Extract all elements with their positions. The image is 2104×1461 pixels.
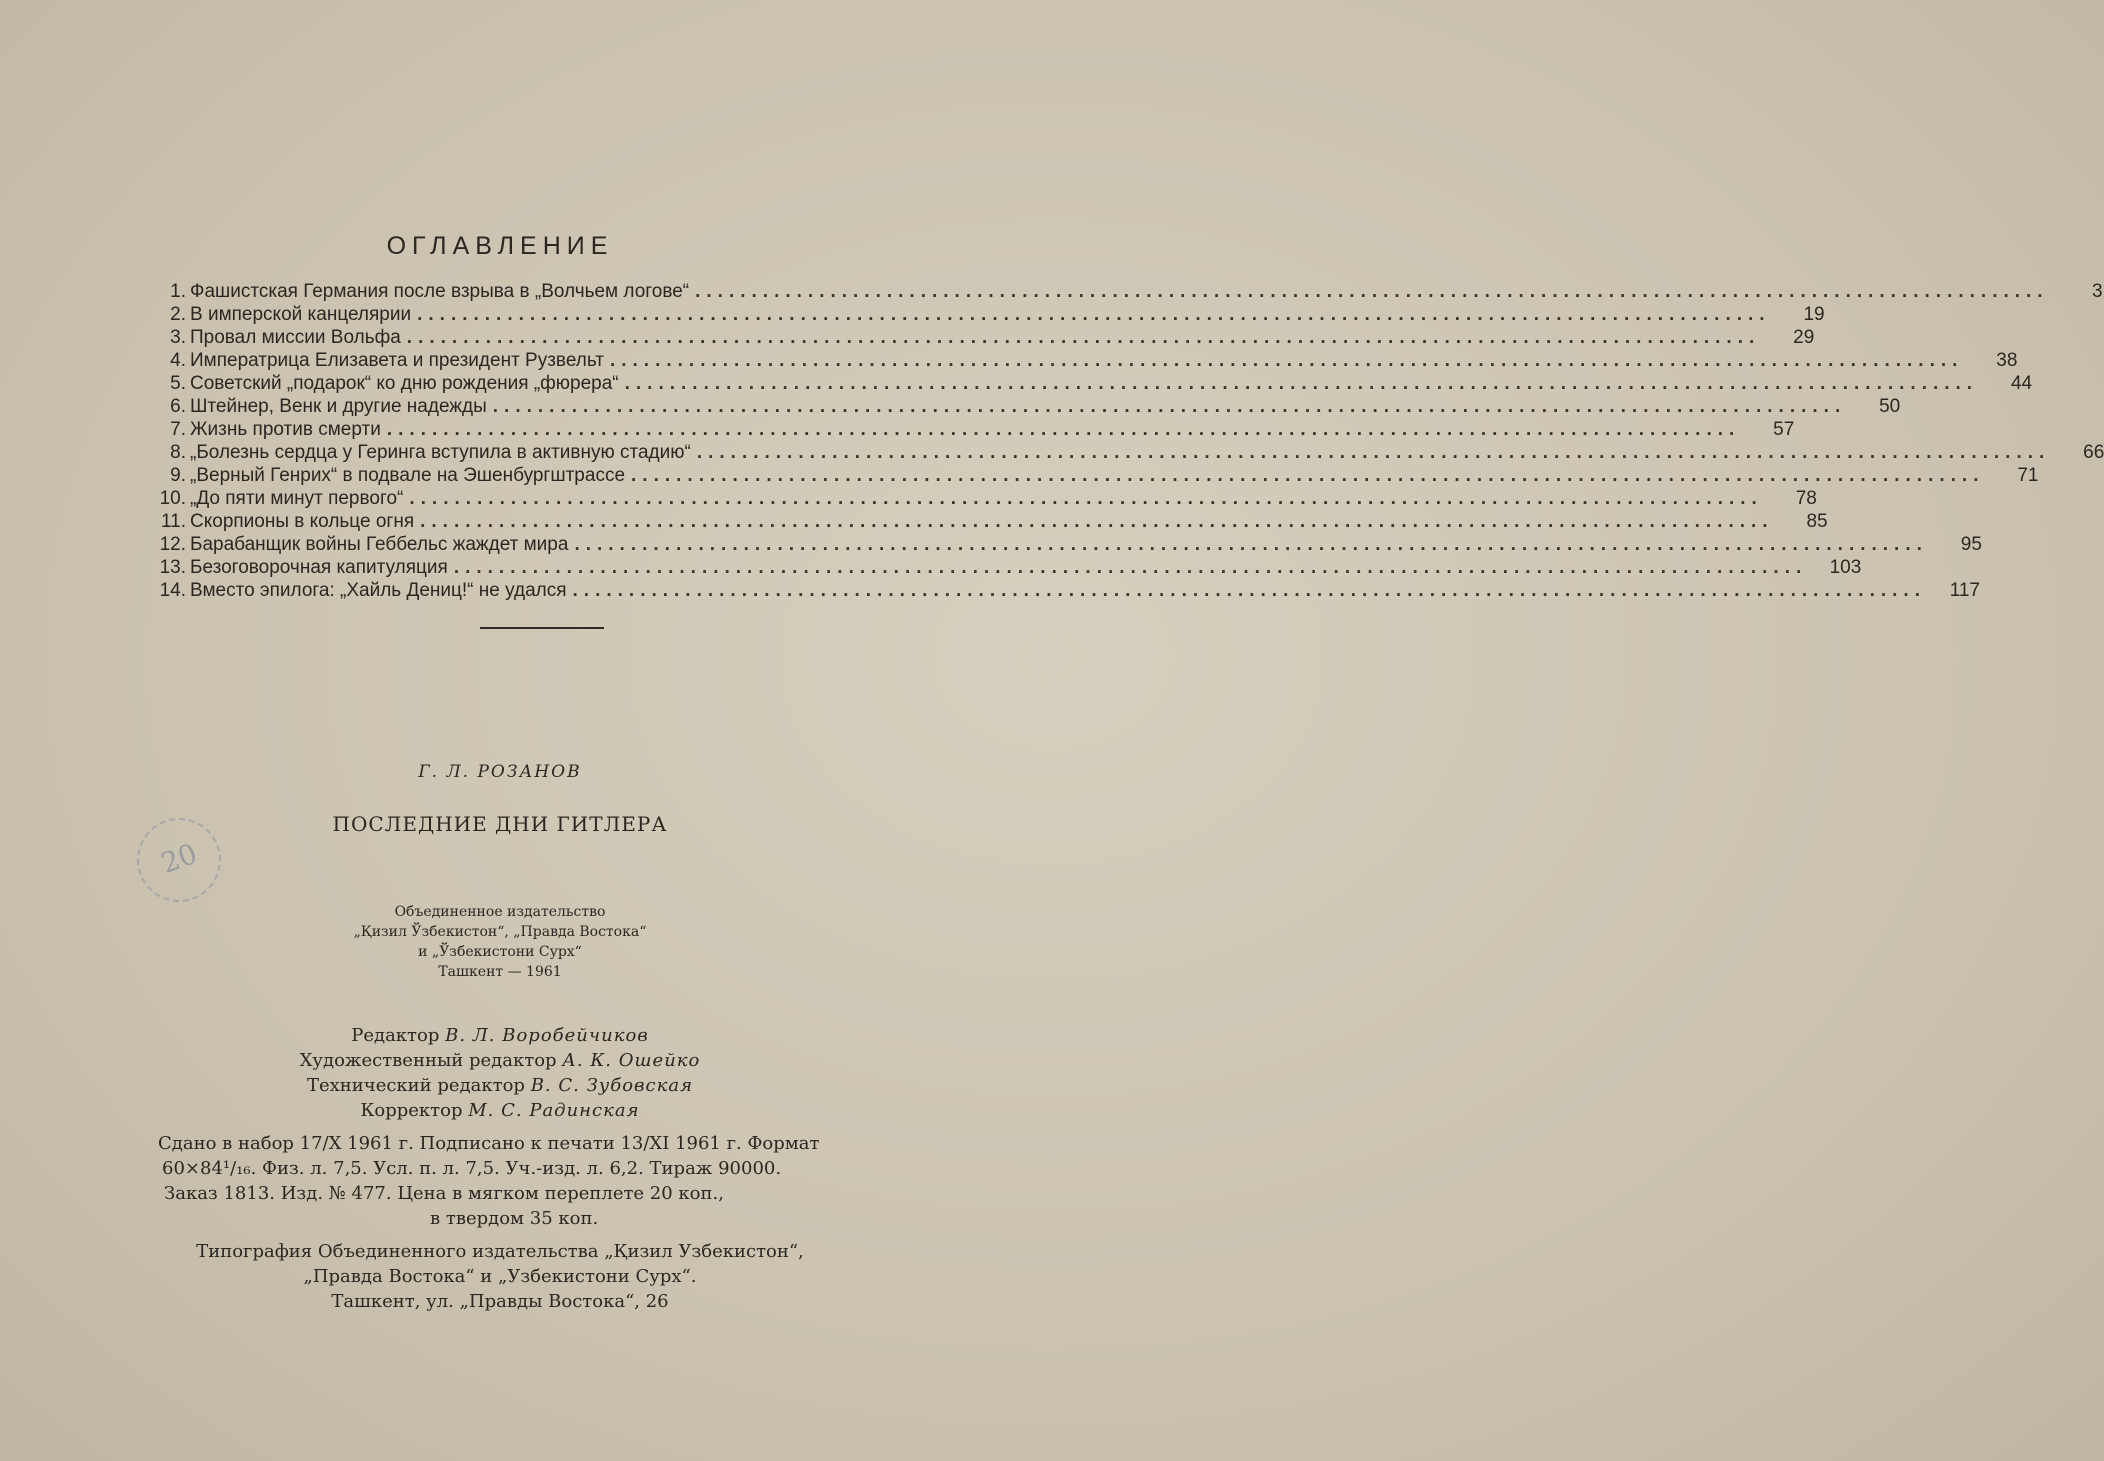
credit-role: Редактор bbox=[351, 1025, 440, 1046]
credit-name: В. С. Зубовская bbox=[530, 1075, 694, 1096]
toc-entry-page: 71 bbox=[2017, 465, 2039, 486]
printer-line: Типография Объединенного издательства „Қизил Узбекистон“, bbox=[196, 1241, 804, 1262]
toc-entry bbox=[148, 395, 1901, 418]
toc-entry-number: 12. bbox=[159, 534, 186, 555]
toc-entry-title: Штейнер, Венк и другие надежды bbox=[190, 396, 487, 417]
publisher-line: Объединенное издательство bbox=[394, 904, 606, 920]
toc-entry-title: Императрица Елизавета и президент Рузвельт bbox=[190, 350, 604, 371]
book-author: Г. Л. РОЗАНОВ bbox=[418, 762, 582, 782]
toc-entry bbox=[148, 441, 2104, 464]
credit-role: Художественный редактор bbox=[299, 1050, 557, 1071]
library-stamp bbox=[137, 818, 221, 902]
toc-entry-page: 57 bbox=[1773, 419, 1795, 440]
toc-entry bbox=[148, 418, 1795, 441]
toc-entry-number: 8. bbox=[170, 442, 186, 463]
credit-line bbox=[0, 1048, 1000, 1073]
toc-leader-dots: ........................................................................................................................ bbox=[609, 350, 1964, 371]
publisher-city-year: Ташкент — 1961 bbox=[438, 964, 562, 980]
toc-leader-dots: ........................................................................................................................ bbox=[420, 511, 1774, 532]
toc-entry-page: 19 bbox=[1803, 304, 1825, 325]
toc-entry-number: 11. bbox=[160, 511, 186, 532]
toc-entry-title: Фашистская Германия после взрыва в „Волчьем логове“ bbox=[190, 281, 690, 302]
toc-entry-title: „До пяти минут первого“ bbox=[190, 488, 404, 509]
toc-leader-dots: ........................................................................................................................ bbox=[417, 304, 1771, 325]
toc-leader-dots: ........................................................................................................................ bbox=[574, 534, 1928, 555]
toc-entry-page: 95 bbox=[1960, 534, 1982, 555]
toc-entry bbox=[148, 487, 1817, 510]
toc-entry-title: Скорпионы в кольце огня bbox=[190, 511, 415, 532]
imprint-line: Заказ 1813. Изд. № 477. Цена в мягком переплете 20 коп., bbox=[164, 1183, 724, 1204]
toc-entry-number: 14. bbox=[159, 580, 186, 601]
toc-heading: ОГЛАВЛЕНИЕ bbox=[386, 232, 614, 260]
toc-entry bbox=[148, 372, 2033, 395]
toc-entry-number: 6. bbox=[170, 396, 186, 417]
toc-entry-number: 3. bbox=[170, 327, 186, 348]
toc-entry-page: 78 bbox=[1795, 488, 1817, 509]
table-of-contents bbox=[148, 280, 2104, 602]
toc-entry bbox=[148, 533, 1982, 556]
toc-entry-number: 5. bbox=[170, 373, 186, 394]
toc-entry-page: 66 bbox=[2083, 442, 2104, 463]
toc-entry-title: В имперской канцелярии bbox=[190, 304, 412, 325]
toc-leader-dots: ........................................................................................................................ bbox=[406, 327, 1761, 348]
toc-entry-page: 38 bbox=[1996, 350, 2018, 371]
book-title: ПОСЛЕДНИЕ ДНИ ГИТЛЕРА bbox=[332, 812, 668, 836]
publisher-block bbox=[0, 902, 1000, 982]
printer-block bbox=[0, 1239, 1000, 1314]
toc-entry-number: 13. bbox=[159, 557, 186, 578]
toc-entry bbox=[148, 556, 1862, 579]
imprint-block bbox=[158, 1131, 930, 1231]
credit-line bbox=[0, 1073, 1000, 1098]
toc-entry-page: 50 bbox=[1879, 396, 1901, 417]
toc-entry-title: Советский „подарок“ ко дню рождения „фюрера“ bbox=[190, 373, 619, 394]
credit-role: Технический редактор bbox=[306, 1075, 525, 1096]
toc-leader-dots: ........................................................................................................................ bbox=[492, 396, 1847, 417]
toc-entry-title: Провал миссии Вольфа bbox=[190, 327, 401, 348]
toc-entry bbox=[148, 349, 2018, 372]
toc-leader-dots: ........................................................................................................................ bbox=[409, 488, 1763, 509]
toc-entry-title: „Болезнь сердца у Геринга вступила в активную стадию“ bbox=[190, 442, 691, 463]
toc-entry-page: 103 bbox=[1829, 557, 1862, 578]
toc-entry-number: 4. bbox=[170, 350, 186, 371]
credit-name: В. Л. Воробейчиков bbox=[445, 1025, 649, 1046]
printer-address: Ташкент, ул. „Правды Востока“, 26 bbox=[331, 1291, 669, 1312]
stamp-number: 20 bbox=[156, 836, 202, 881]
toc-entry-title: „Верный Генрих“ в подвале на Эшенбургштрассе bbox=[190, 465, 626, 486]
section-divider bbox=[480, 627, 604, 629]
toc-leader-dots: ........................................................................................................................ bbox=[453, 557, 1808, 578]
publisher-line: и „Ўзбекистони Сурх“ bbox=[418, 944, 582, 960]
toc-entry bbox=[148, 510, 1828, 533]
imprint-line: Сдано в набор 17/X 1961 г. Подписано к печати 13/XI 1961 г. Формат bbox=[158, 1133, 820, 1154]
toc-entry-page: 44 bbox=[2010, 373, 2033, 394]
toc-leader-dots: ........................................................................................................................ bbox=[386, 419, 1741, 440]
toc-entry bbox=[148, 326, 1815, 349]
toc-entry-number: 1. bbox=[170, 281, 186, 302]
toc-entry bbox=[148, 303, 1825, 326]
toc-entry-page: 29 bbox=[1793, 327, 1815, 348]
toc-entry bbox=[148, 280, 2103, 303]
credit-role: Корректор bbox=[360, 1100, 463, 1121]
imprint-line: в твердом 35 коп. bbox=[430, 1208, 599, 1229]
publisher-line: „Қизил Ўзбекистон“, „Правда Востока“ bbox=[353, 924, 647, 940]
toc-entry-title: Жизнь против смерти bbox=[190, 419, 381, 440]
toc-entry-title: Барабанщик войны Геббельс жаждет мира bbox=[190, 534, 569, 555]
toc-entry-page: 3 bbox=[2092, 281, 2103, 302]
credits-block bbox=[0, 1023, 1000, 1123]
toc-entry-page: 85 bbox=[1806, 511, 1828, 532]
credit-name: А. К. Ошейко bbox=[562, 1050, 701, 1071]
credit-line bbox=[0, 1098, 1000, 1123]
printer-line: „Правда Востока“ и „Узбекистони Сурх“. bbox=[303, 1266, 697, 1287]
toc-entry-title: Безоговорочная капитуляция bbox=[190, 557, 448, 578]
toc-leader-dots: ........................................................................................................................ bbox=[624, 373, 1979, 394]
credit-name: М. С. Радинская bbox=[468, 1100, 640, 1121]
toc-leader-dots: ........................................................................................................................ bbox=[631, 465, 1985, 486]
toc-leader-dots: ........................................................................................................................ bbox=[696, 442, 2051, 463]
toc-leader-dots: ........................................................................................................................ bbox=[572, 580, 1926, 601]
toc-entry-number: 7. bbox=[170, 419, 186, 440]
toc-entry-number: 10. bbox=[159, 488, 186, 509]
credit-line bbox=[0, 1023, 1000, 1048]
toc-entry bbox=[148, 464, 2039, 487]
toc-leader-dots: ........................................................................................................................ bbox=[695, 281, 2049, 302]
imprint-line: 60×84¹/₁₆. Физ. л. 7,5. Усл. п. л. 7,5. Уч.-изд. л. 6,2. Тираж 90000. bbox=[162, 1158, 782, 1179]
toc-entry-number: 2. bbox=[170, 304, 186, 325]
toc-entry-number: 9. bbox=[170, 465, 186, 486]
toc-entry bbox=[148, 579, 1980, 602]
toc-entry-title: Вместо эпилога: „Хайль Дениц!“ не удался bbox=[190, 580, 567, 601]
toc-entry-page: 117 bbox=[1949, 580, 1980, 601]
